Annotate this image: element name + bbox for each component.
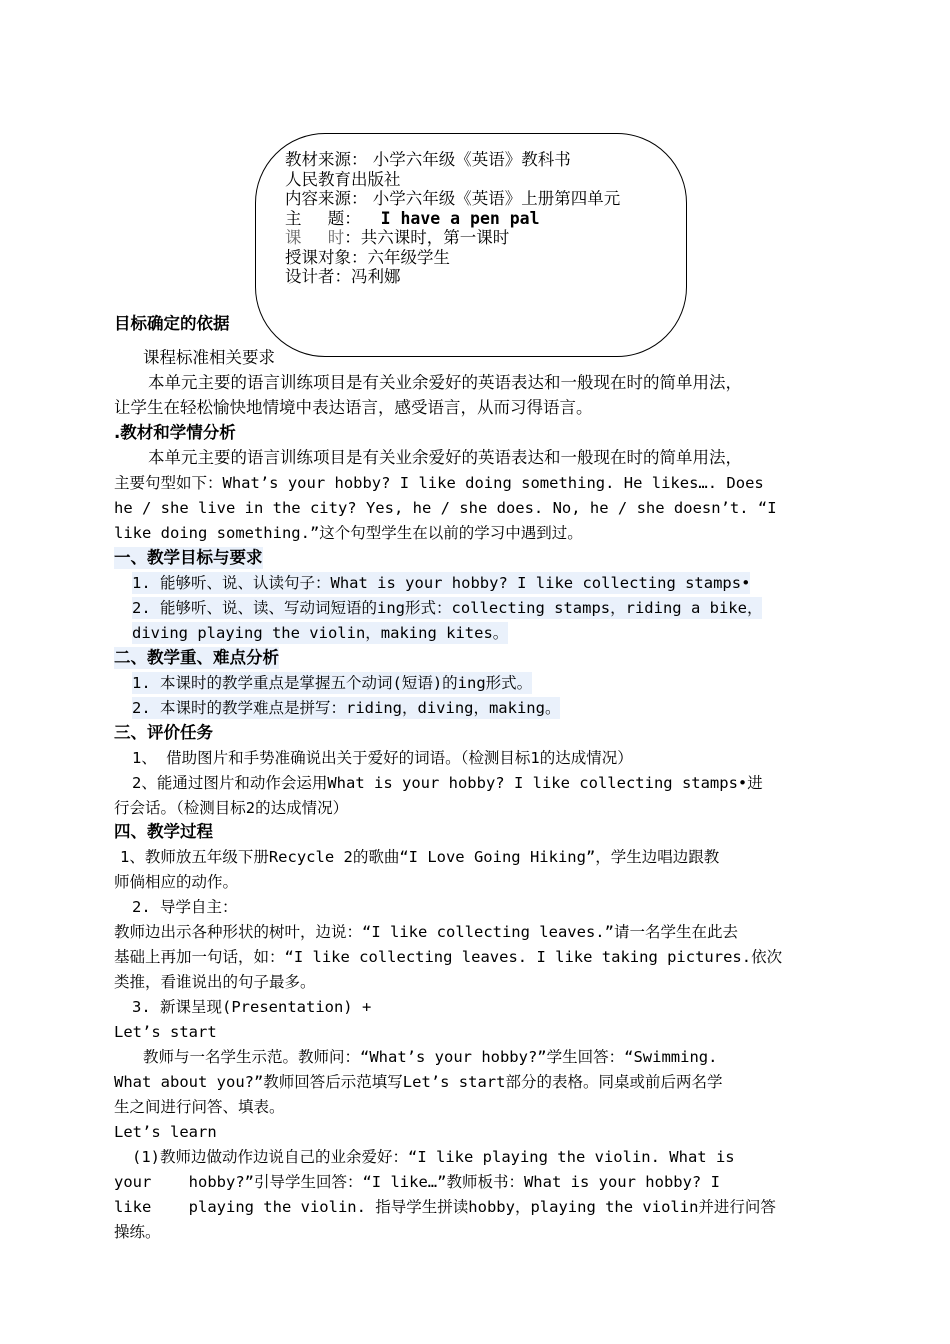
lets-start-line-2: What about you?”教师回答后示范填写Let’s start部分的表格。同桌或前后两名学 [114,1073,723,1091]
topic-value: I have a pen pal [360,208,540,228]
lets-start-heading: Let’s start [114,1023,217,1041]
goal-item-2-cont: diving playing the violin，making kites。 [132,624,509,642]
basis-heading: 目标确定的依据 [114,314,230,333]
lets-learn-line-1: (1)教师边做动作边说自己的业余爱好：“I like playing the violin. What is [132,1148,735,1166]
analysis-paragraph-1: 本单元主要的语言训练项目是有关业余爱好的英语表达和一般现在时的简单用法， [148,448,742,467]
process-step-1-cont: 师倘相应的动作。 [114,873,239,891]
curriculum-label: 课程标准相关要求 [143,348,275,367]
process-step-2-line-1: 教师边出示各种形状的树叶，边说：“I like collecting leaves.”请一名学生在此去 [114,923,738,941]
lets-learn-line-2: your hobby?”引导学生回答：“I like…”教师板书：What is your hobby? I [114,1173,720,1191]
topic-line: 主 题： I have a pen pal [285,208,540,228]
process-step-1: 1、教师放五年级下册Recycle 2的歌曲“I Love Going Hiking”，学生边唱边跟教 [120,848,720,866]
process-step-2: 2. 导学自主： [132,898,238,916]
content-source: 内容来源： 小学六年级《英语》上册第四单元 [285,189,621,208]
lets-start-line-1: 教师与一名学生示范。教师问：“What’s your hobby?”学生回答：“Swimming. [143,1048,718,1066]
lets-learn-line-4: 操练。 [114,1223,161,1241]
period-line: 课 时：共六课时，第一课时 [285,228,510,247]
analysis-heading: .教材和学情分析 [114,423,236,442]
goal-heading: 一、教学目标与要求 [114,548,263,567]
designer-line: 设计者：冯利娜 [285,267,401,286]
analysis-paragraph-3: he / she live in the city? Yes, he / she does. No, he / she doesn’t. “I [114,499,777,517]
source-textbook: 教材来源： 小学六年级《英语》教科书 [285,150,571,169]
process-step-2-line-3: 类推，看谁说出的句子最多。 [114,973,316,991]
eval-heading: 三、评价任务 [114,723,213,742]
eval-item-1: 1、 借助图片和手势准确说出关于爱好的词语。（检测目标1的达成情况） [132,749,633,767]
header-box-content [285,150,620,287]
key-item-2: 2. 本课时的教学难点是拼写：riding，diving，making。 [132,699,561,717]
curriculum-paragraph-1: 本单元主要的语言训练项目是有关业余爱好的英语表达和一般现在时的简单用法， [148,373,742,392]
process-step-3: 3. 新课呈现(Presentation) + [132,998,372,1016]
goal-item-2: 2. 能够听、说、读、写动词短语的ing形式：collecting stamps，riding a bike， [132,599,763,617]
curriculum-paragraph-2: 让学生在轻松愉快地情境中表达语言，感受语言，从而习得语言。 [114,398,593,417]
audience-line: 授课对象：六年级学生 [285,247,450,267]
eval-item-2: 2、能通过图片和动作会运用What is your hobby? I like collecting stamps•进 [132,774,763,792]
analysis-paragraph-2: 主要句型如下：What’s your hobby? I like doing something. He likes…. Does [114,474,764,492]
key-item-1: 1. 本课时的教学重点是掌握五个动词(短语)的ing形式。 [132,674,533,692]
process-heading: 四、教学过程 [114,822,213,841]
lets-learn-heading: Let’s learn [114,1123,217,1141]
lets-learn-line-3: like playing the violin. 指导学生拼读hobby，playing the violin并进行问答 [114,1198,776,1216]
goal-item-1: 1. 能够听、说、认读句子：What is your hobby? I like collecting stamps• [132,574,751,592]
eval-item-2-cont: 行会话。（检测目标2的达成情况） [114,799,349,817]
analysis-paragraph-4: like doing something.”这个句型学生在以前的学习中遇到过。 [114,524,583,542]
publisher: 人民教育出版社 [285,169,401,189]
lets-start-line-3: 生之间进行问答、填表。 [114,1098,285,1116]
process-step-2-line-2: 基础上再加一句话，如：“I like collecting leaves. I like taking pictures.依次 [114,948,783,966]
key-heading: 二、教学重、难点分析 [114,648,279,667]
